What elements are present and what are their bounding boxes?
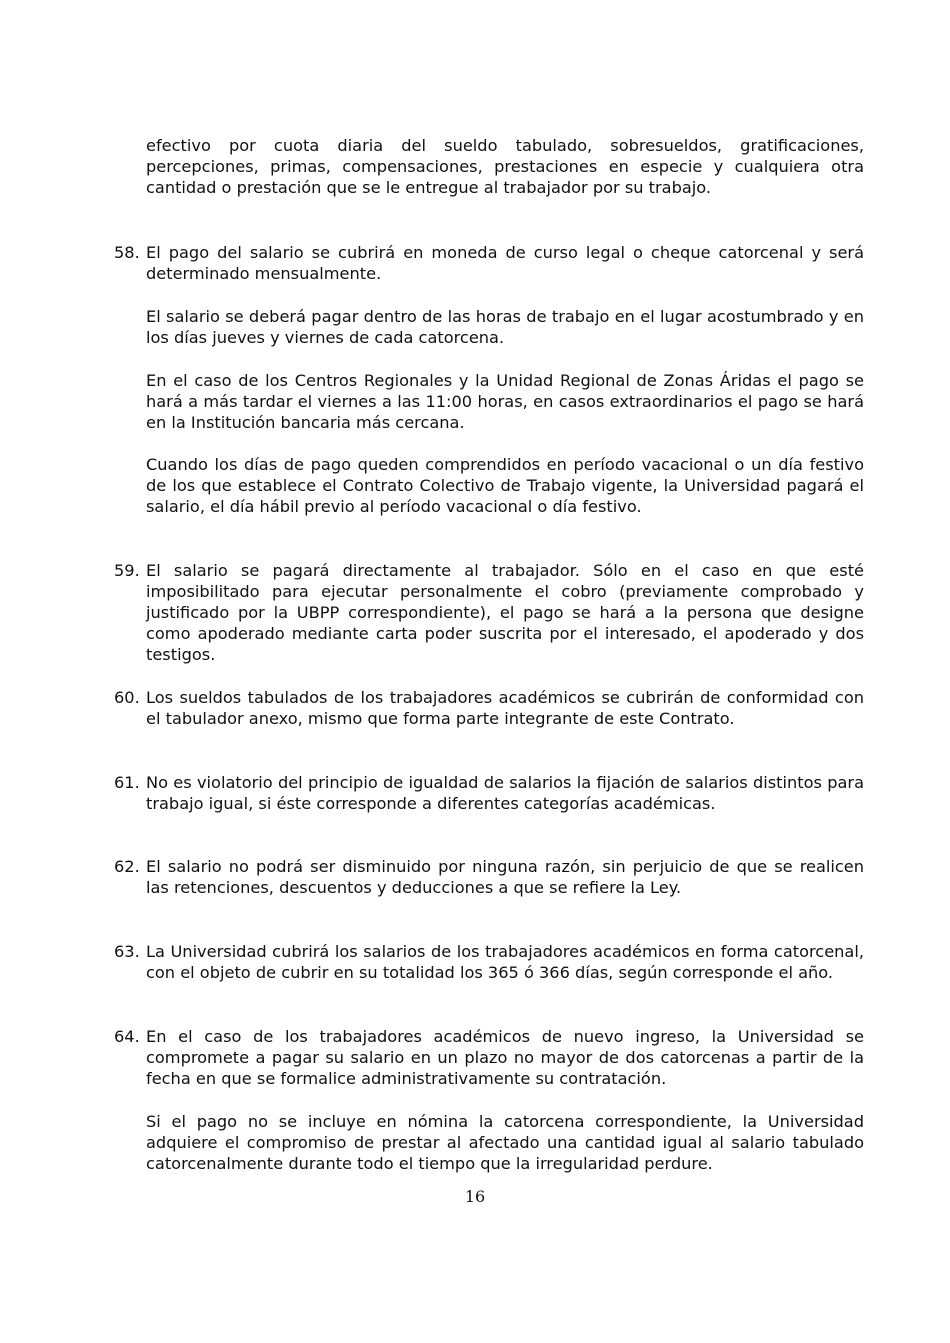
clause-number: 62. — [114, 857, 140, 876]
clause-number: 63. — [114, 942, 140, 961]
clause-58 — [114, 242, 864, 284]
clause-58-paragraph-2: El salario se deberá pagar dentro de las horas de trabajo en el lugar acostumbrado y en los días jueves y viernes de cada catorcena. — [146, 307, 864, 347]
clause-62 — [114, 856, 864, 898]
clause-60-text: Los sueldos tabulados de los trabajadores académicos se cubrirán de conformidad con el tabulador anexo, mismo que forma parte integrante de este Contrato. — [146, 688, 864, 728]
clause-58-text: El pago del salario se cubrirá en moneda de curso legal o cheque catorcenal y será determinado mensualmente. — [146, 243, 864, 283]
clause-61 — [114, 772, 864, 814]
clause-number: 58. — [114, 243, 140, 262]
clause-64-paragraph-2: Si el pago no se incluye en nómina la catorcena correspondiente, la Universidad adquiere el compromiso de prestar al afectado una cantidad igual al salario tabulado catorcenalmente durante todo el tiempo que la irregularidad perdure. — [146, 1112, 864, 1173]
clause-58-paragraph-4: Cuando los días de pago queden comprendidos en período vacacional o un día festivo de los que establece el Contrato Colectivo de Trabajo vigente, la Universidad pagará el salario, el día hábil previo al período vacacional o día festivo. — [146, 455, 864, 516]
clause-58-paragraph-3: En el caso de los Centros Regionales y la Unidad Regional de Zonas Áridas el pago se hará a más tardar el viernes a las 11:00 horas, en casos extraordinarios el pago se hará en la Institución bancaria más cercana. — [146, 371, 864, 432]
clause-64-text: En el caso de los trabajadores académicos de nuevo ingreso, la Universidad se compromete a pagar su salario en un plazo no mayor de dos catorcenas a partir de la fecha en que se formalice administrativamente su contratación. — [146, 1027, 864, 1088]
clause-number: 61. — [114, 773, 140, 792]
clause-61-text: No es violatorio del principio de igualdad de salarios la fijación de salarios distintos para trabajo igual, si éste corresponde a diferentes categorías académicas. — [146, 773, 864, 813]
clause-number: 64. — [114, 1027, 140, 1046]
clause-number: 60. — [114, 688, 140, 707]
page-number: 16 — [464, 1187, 486, 1206]
clause-60 — [114, 687, 864, 729]
clause-63 — [114, 941, 864, 983]
clause-63-text: La Universidad cubrirá los salarios de los trabajadores académicos en forma catorcenal, con el objeto de cubrir en su totalidad los 365 ó 366 días, según corresponde el año. — [146, 942, 864, 982]
paragraph-continuation: efectivo por cuota diaria del sueldo tabulado, sobresueldos, gratificaciones, percepciones, primas, compensaciones, prestaciones en especie y cualquiera otra cantidad o prestación que se le entregue al trabajador por su trabajo. — [146, 136, 864, 197]
clause-number: 59. — [114, 561, 140, 580]
clause-59 — [114, 560, 864, 665]
clause-64 — [114, 1026, 864, 1089]
clause-62-text: El salario no podrá ser disminuido por ninguna razón, sin perjuicio de que se realicen las retenciones, descuentos y deducciones a que se refiere la Ley. — [146, 857, 864, 897]
clause-59-text: El salario se pagará directamente al trabajador. Sólo en el caso en que esté imposibilitado para ejecutar personalmente el cobro (previamente comprobado y justificado por la UBPP correspondiente), el pago se hará a la persona que designe como apoderado mediante carta poder suscrita por el interesado, el apoderado y dos testigos. — [146, 561, 864, 664]
